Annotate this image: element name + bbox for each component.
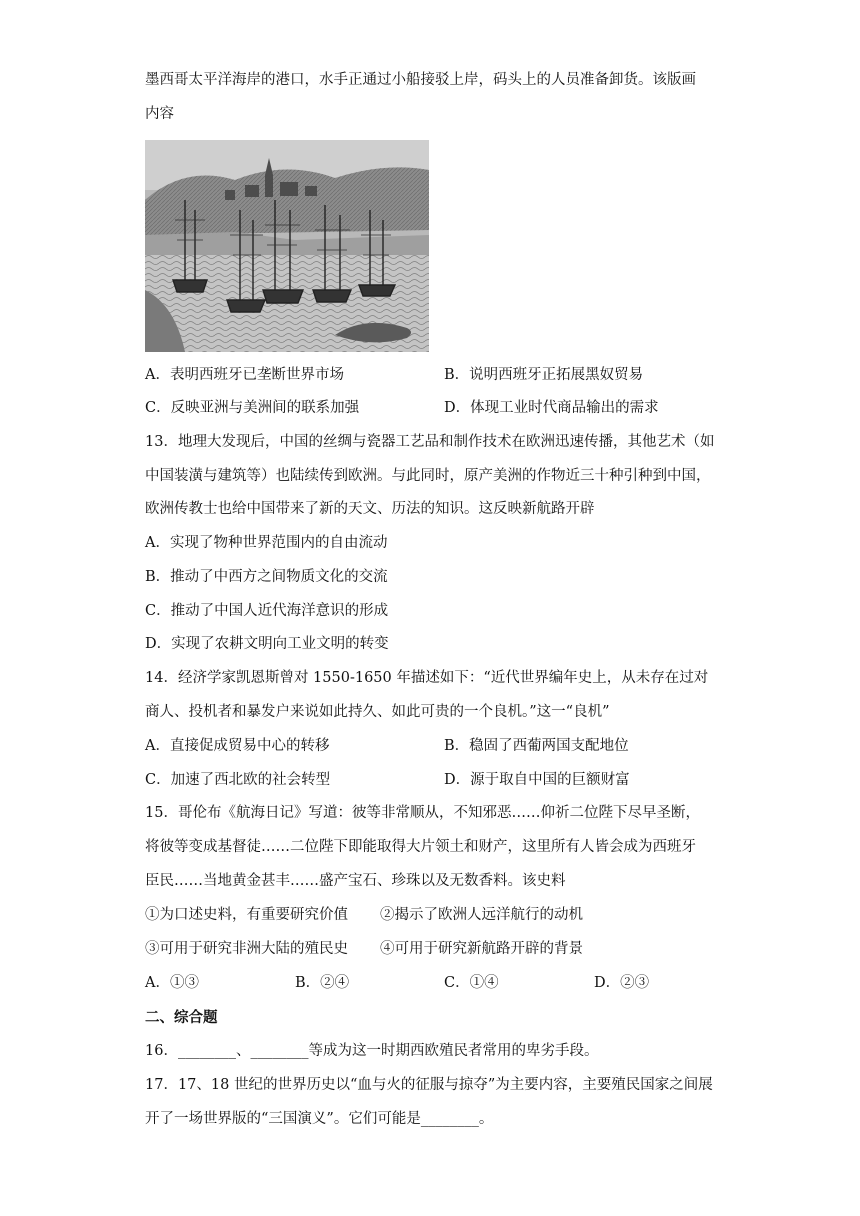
q17-line-1: 17．17、18 世纪的世界历史以“血与火的征服与掠夺”为主要内容，主要殖民国家之间展 xyxy=(145,1077,713,1093)
q15-statement-4: ④可用于研究新航路开辟的背景 xyxy=(380,941,583,957)
q16-text: 16．________、________等成为这一时期西欧殖民者常用的卑劣手段。 xyxy=(145,1043,599,1059)
q12-option-a[interactable]: A．表明西班牙已垄断世界市场 xyxy=(145,367,344,383)
q15-option-c[interactable]: C．①④ xyxy=(444,975,499,991)
q15-option-b[interactable]: B．②④ xyxy=(295,975,350,991)
q15-statement-3: ③可用于研究非洲大陆的殖民史 xyxy=(145,941,348,957)
q13-stem-line-1: 13．地理大发现后，中国的丝绸与瓷器工艺品和制作技术在欧洲迅速传播，其他艺术（如 xyxy=(145,434,715,450)
q15-option-d[interactable]: D．②③ xyxy=(594,975,650,991)
q14-stem-line-2: 商人、投机者和暴发户来说如此持久、如此可贵的一个良机。”这一“良机” xyxy=(145,704,610,720)
q13-stem-line-3: 欧洲传教士也给中国带来了新的天文、历法的知识。这反映新航路开辟 xyxy=(145,501,595,517)
q13-stem-line-2: 中国装潢与建筑等）也陆续传到欧洲。与此同时，原产美洲的作物近三十种引种到中国， xyxy=(145,468,711,484)
q15-stem-line-2: 将彼等变成基督徒……二位陛下即能取得大片领土和财产，这里所有人皆会成为西班牙 xyxy=(145,839,696,855)
section-title: 二、综合题 xyxy=(145,1010,218,1026)
q17-line-2: 开了一场世界版的“三国演义”。它们可能是________。 xyxy=(145,1111,494,1127)
q15-stem-line-1: 15．哥伦布《航海日记》写道：彼等非常顺从，不知邪恶……仰祈二位陛下尽早圣断， xyxy=(145,805,700,821)
q12-option-c[interactable]: C．反映亚洲与美洲间的联系加强 xyxy=(145,400,360,416)
q14-option-a[interactable]: A．直接促成贸易中心的转移 xyxy=(145,738,330,754)
q13-option-a[interactable]: A．实现了物种世界范围内的自由流动 xyxy=(145,535,388,551)
q13-option-b[interactable]: B．推动了中西方之间物质文化的交流 xyxy=(145,569,388,585)
q15-statement-1: ①为口述史料，有重要研究价值 xyxy=(145,907,348,923)
q14-option-d[interactable]: D．源于取自中国的巨额财富 xyxy=(444,772,630,788)
harbor-engraving-image xyxy=(145,140,429,352)
q15-statement-2: ②揭示了欧洲人远洋航行的动机 xyxy=(380,907,583,923)
q13-option-c[interactable]: C．推动了中国人近代海洋意识的形成 xyxy=(145,603,389,619)
q12-option-d[interactable]: D．体现工业时代商品输出的需求 xyxy=(444,400,659,416)
q15-option-a[interactable]: A．①③ xyxy=(145,975,199,991)
q15-stem-line-3: 臣民……当地黄金甚丰……盛产宝石、珍珠以及无数香料。该史料 xyxy=(145,873,566,889)
q14-option-c[interactable]: C．加速了西北欧的社会转型 xyxy=(145,772,331,788)
q14-stem-line-1: 14．经济学家凯恩斯曾对 1550-1650 年描述如下：“近代世界编年史上，从未存在过对 xyxy=(145,670,709,686)
q12-stem-line-1: 墨西哥太平洋海岸的港口，水手正通过小船接驳上岸，码头上的人员准备卸货。该版画 xyxy=(145,72,696,88)
q12-option-b[interactable]: B．说明西班牙正拓展黑奴贸易 xyxy=(444,367,644,383)
q14-option-b[interactable]: B．稳固了西葡两国支配地位 xyxy=(444,738,629,754)
q12-stem-line-2: 内容 xyxy=(145,106,174,122)
q13-option-d[interactable]: D．实现了农耕文明向工业文明的转变 xyxy=(145,636,389,652)
